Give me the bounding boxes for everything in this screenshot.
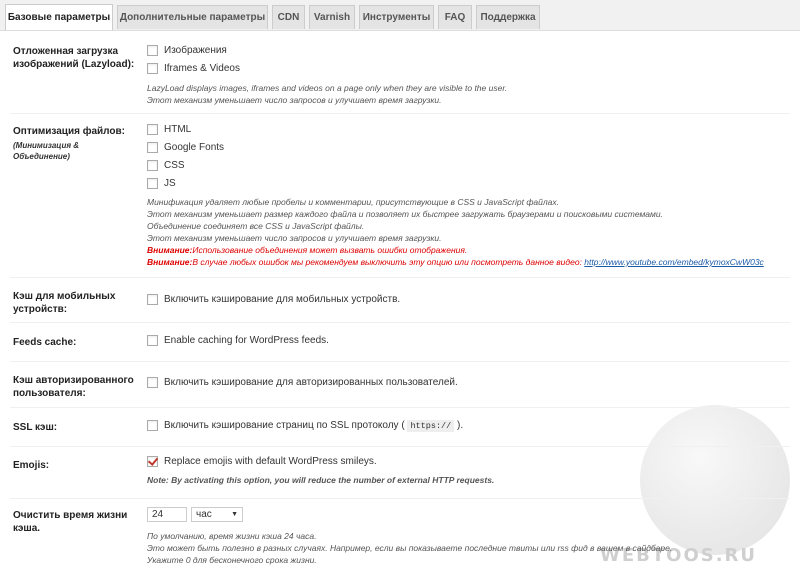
optimize-html-checkbox[interactable]: [147, 124, 158, 135]
ssl-code: https://: [407, 420, 454, 432]
mobile-cache-option[interactable]: Включить кэширование для мобильных устройств.: [147, 293, 400, 306]
emojis-option[interactable]: Replace emojis with default WordPress smileys.: [147, 455, 377, 468]
tab-cdn[interactable]: CDN: [272, 5, 305, 29]
tab-faq[interactable]: FAQ: [438, 5, 472, 29]
optimize-description: Минификация удаляет любые пробелы и комментарии, присутствующие в CSS и JavaScript файлах. Этот механизм уменьшает размер каждого файла и позволяет их быстрее загружать браузерами и поисковыми системами. Объединение соединяет все CSS и JavaScript файлы. Этот механизм уменьшает число запросов и улучшает время загрузки. Внимание:Использование объединения может вызвать ошибки отображения. Внимание:В случае любых ошибок мы рекомендуем выключить эту опцию или посмотреть данное видео: http://www.youtube.com/embed/kymoxCwW03c: [147, 197, 764, 267]
mobile-cache-checkbox[interactable]: [147, 294, 158, 305]
divider: [10, 322, 790, 323]
tab-advanced[interactable]: Дополнительные параметры: [117, 5, 268, 29]
optimize-gfonts-checkbox[interactable]: [147, 142, 158, 153]
ssl-label: SSL кэш:: [13, 422, 58, 433]
divider: [10, 446, 790, 447]
optimize-js-option[interactable]: JS: [147, 177, 176, 190]
lazyload-images-option[interactable]: Изображения: [147, 44, 227, 57]
tab-varnish[interactable]: Varnish: [309, 5, 355, 29]
ssl-cache-option[interactable]: Включить кэширование страниц по SSL протоколу ( https:// ).: [147, 419, 463, 432]
tab-basic[interactable]: Базовые параметры: [5, 4, 113, 30]
lazyload-label: Отложенная загрузка изображений (Lazyload):: [13, 46, 135, 70]
logged-cache-option[interactable]: Включить кэширование для авторизированных пользователей.: [147, 376, 458, 389]
tab-tools[interactable]: Инструменты: [359, 5, 434, 29]
feeds-label: Feeds cache:: [13, 337, 77, 348]
ssl-cache-checkbox[interactable]: [147, 420, 158, 431]
emojis-note: Note: By activating this option, you will reduce the number of external HTTP requests.: [147, 475, 495, 485]
lazyload-iframes-checkbox[interactable]: [147, 63, 158, 74]
optimize-warning-2: Внимание:В случае любых ошибок мы рекомендуем выключить эту опцию или посмотреть данное видео: http://www.youtube.com/embed/kymoxCwW03c: [147, 257, 764, 267]
site-watermark: WEBTOOS.RU: [600, 545, 758, 566]
chevron-down-icon: ▼: [231, 511, 238, 518]
divider: [10, 361, 790, 362]
optimize-gfonts-option[interactable]: Google Fonts: [147, 141, 224, 154]
optimize-html-option[interactable]: HTML: [147, 123, 191, 136]
optimize-js-checkbox[interactable]: [147, 178, 158, 189]
optimize-css-checkbox[interactable]: [147, 160, 158, 171]
optimize-label: Оптимизация файлов: (Минимизация & Объединение): [13, 125, 138, 162]
logged-cache-checkbox[interactable]: [147, 377, 158, 388]
purge-label: Очистить время жизни кэша.: [13, 510, 128, 534]
divider: [10, 113, 790, 114]
emojis-checkbox[interactable]: [147, 456, 158, 467]
optimize-warning-1: Внимание:Использование объединения может вызвать ошибки отображения.: [147, 245, 468, 255]
video-link[interactable]: http://www.youtube.com/embed/kymoxCwW03c: [584, 257, 764, 267]
divider: [10, 407, 790, 408]
tab-support[interactable]: Поддержка: [476, 5, 540, 29]
optimize-sublabel: (Минимизация & Объединение): [13, 141, 80, 161]
lazyload-iframes-option[interactable]: Iframes & Videos: [147, 62, 240, 75]
purge-unit-select[interactable]: час ▼: [191, 507, 243, 522]
mobile-label: Кэш для мобильных устройств:: [13, 291, 116, 315]
optimize-css-option[interactable]: CSS: [147, 159, 185, 172]
tab-bar: [0, 0, 800, 31]
lazyload-images-checkbox[interactable]: [147, 45, 158, 56]
feeds-cache-checkbox[interactable]: [147, 335, 158, 346]
lazyload-description: LazyLoad displays images, iframes and videos on a page only when they are visible to the user. Этот механизм уменьшает число запросов и улучшает время загрузки.: [147, 83, 508, 105]
emojis-label: Emojis:: [13, 460, 50, 471]
divider: [10, 277, 790, 278]
purge-lifetime-input[interactable]: 24: [147, 507, 187, 522]
purge-description: По умолчанию, время жизни кэша 24 часа. Это может быть полезно в разных случаях. Например, если вы показываете последние твиты или rss фид в вашем в сайдбаре. Укажите 0 для бесконечного срока жизни.: [147, 531, 673, 565]
divider: [10, 498, 790, 499]
feeds-cache-option[interactable]: Enable caching for WordPress feeds.: [147, 334, 329, 347]
logged-label: Кэш авторизированного пользователя:: [13, 375, 134, 399]
